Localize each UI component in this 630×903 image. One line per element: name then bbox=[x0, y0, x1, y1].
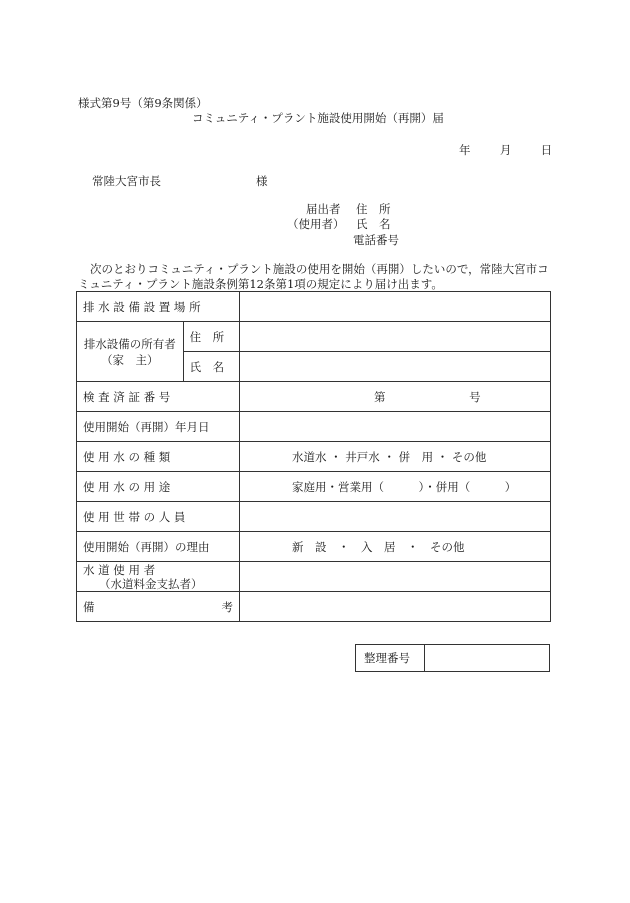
date-month: 月 bbox=[499, 143, 512, 157]
remarks-char1: 備 bbox=[83, 599, 95, 614]
start-reason-options: 新 設 ・ 入 居 ・ その他 bbox=[292, 539, 465, 554]
applicant-phone-label: 電話番号 bbox=[353, 233, 399, 247]
main-form-table bbox=[76, 291, 551, 622]
label-owner-address: 住 所 bbox=[183, 322, 239, 352]
owner-label-line1: 排水設備の所有者 bbox=[83, 336, 176, 351]
field-owner-address[interactable] bbox=[240, 322, 551, 352]
table-row bbox=[77, 442, 551, 472]
label-remarks bbox=[77, 592, 240, 622]
water-use-options: 家庭用・営業用（ ）・併用（ ） bbox=[292, 479, 517, 494]
table-row bbox=[77, 592, 551, 622]
field-household-members[interactable] bbox=[240, 502, 551, 532]
field-inspection-number[interactable] bbox=[240, 382, 551, 412]
inspection-go: 号 bbox=[469, 389, 481, 404]
table-row bbox=[77, 562, 551, 592]
field-water-use[interactable] bbox=[240, 472, 551, 502]
date-day: 日 bbox=[540, 143, 553, 157]
field-owner-name[interactable] bbox=[240, 352, 551, 382]
applicant-address-label: 住 所 bbox=[356, 202, 391, 216]
inspection-dai: 第 bbox=[374, 389, 386, 404]
date-year: 年 bbox=[459, 143, 471, 157]
field-start-date[interactable] bbox=[240, 412, 551, 442]
table-row bbox=[77, 532, 551, 562]
field-water-type[interactable] bbox=[240, 442, 551, 472]
table-row bbox=[77, 472, 551, 502]
reference-number-box bbox=[355, 644, 550, 672]
field-water-user[interactable] bbox=[240, 562, 551, 592]
label-owner bbox=[77, 322, 184, 382]
form-number: 様式第9号（第9条関係） bbox=[78, 96, 208, 110]
water-user-line1: 水 道 使 用 者 bbox=[83, 562, 156, 577]
addressee-name: 常陸大宮市長 bbox=[92, 174, 161, 188]
reference-number-label: 整理番号 bbox=[356, 645, 425, 672]
applicant-name-label: 氏 名 bbox=[356, 217, 391, 231]
remarks-char2: 考 bbox=[221, 599, 233, 614]
field-drainage-location[interactable] bbox=[240, 292, 551, 322]
water-type-options: 水道水 ・ 井戸水 ・ 併 用 ・ その他 bbox=[292, 449, 487, 464]
label-start-reason: 使用開始（再開）の理由 bbox=[77, 532, 240, 562]
document-title: コミュニティ・プラント施設使用開始（再開）届 bbox=[192, 111, 444, 125]
label-start-date: 使用開始（再開）年月日 bbox=[77, 412, 240, 442]
applicant-user-prefix: （使用者） bbox=[287, 217, 345, 231]
table-row bbox=[77, 502, 551, 532]
label-water-user bbox=[77, 562, 240, 592]
addressee-honorific: 様 bbox=[256, 174, 268, 188]
table-row bbox=[77, 292, 551, 322]
water-user-line2: （水道料金支払者） bbox=[99, 576, 203, 591]
label-owner-name: 氏 名 bbox=[183, 352, 239, 382]
owner-label-line2: （家 主） bbox=[101, 352, 159, 367]
label-drainage-location: 排 水 設 備 設 置 場 所 bbox=[77, 292, 240, 322]
label-inspection-number: 検 査 済 証 番 号 bbox=[77, 382, 240, 412]
field-remarks[interactable] bbox=[240, 592, 551, 622]
label-water-use: 使 用 水 の 用 途 bbox=[77, 472, 240, 502]
table-row bbox=[77, 382, 551, 412]
label-household-members: 使 用 世 帯 の 人 員 bbox=[77, 502, 240, 532]
applicant-prefix: 届出者 bbox=[306, 202, 341, 216]
body-text: 次のとおりコミュニティ・プラント施設の使用を開始（再開）したいので，常陸大宮市コミュニティ・プラント施設条例第12条第1項の規定により届け出ます。 bbox=[78, 262, 549, 291]
table-row bbox=[77, 322, 551, 352]
table-row bbox=[77, 412, 551, 442]
label-water-type: 使 用 水 の 種 類 bbox=[77, 442, 240, 472]
date-line bbox=[459, 142, 552, 158]
reference-number-field[interactable] bbox=[425, 645, 550, 672]
field-start-reason[interactable] bbox=[240, 532, 551, 562]
